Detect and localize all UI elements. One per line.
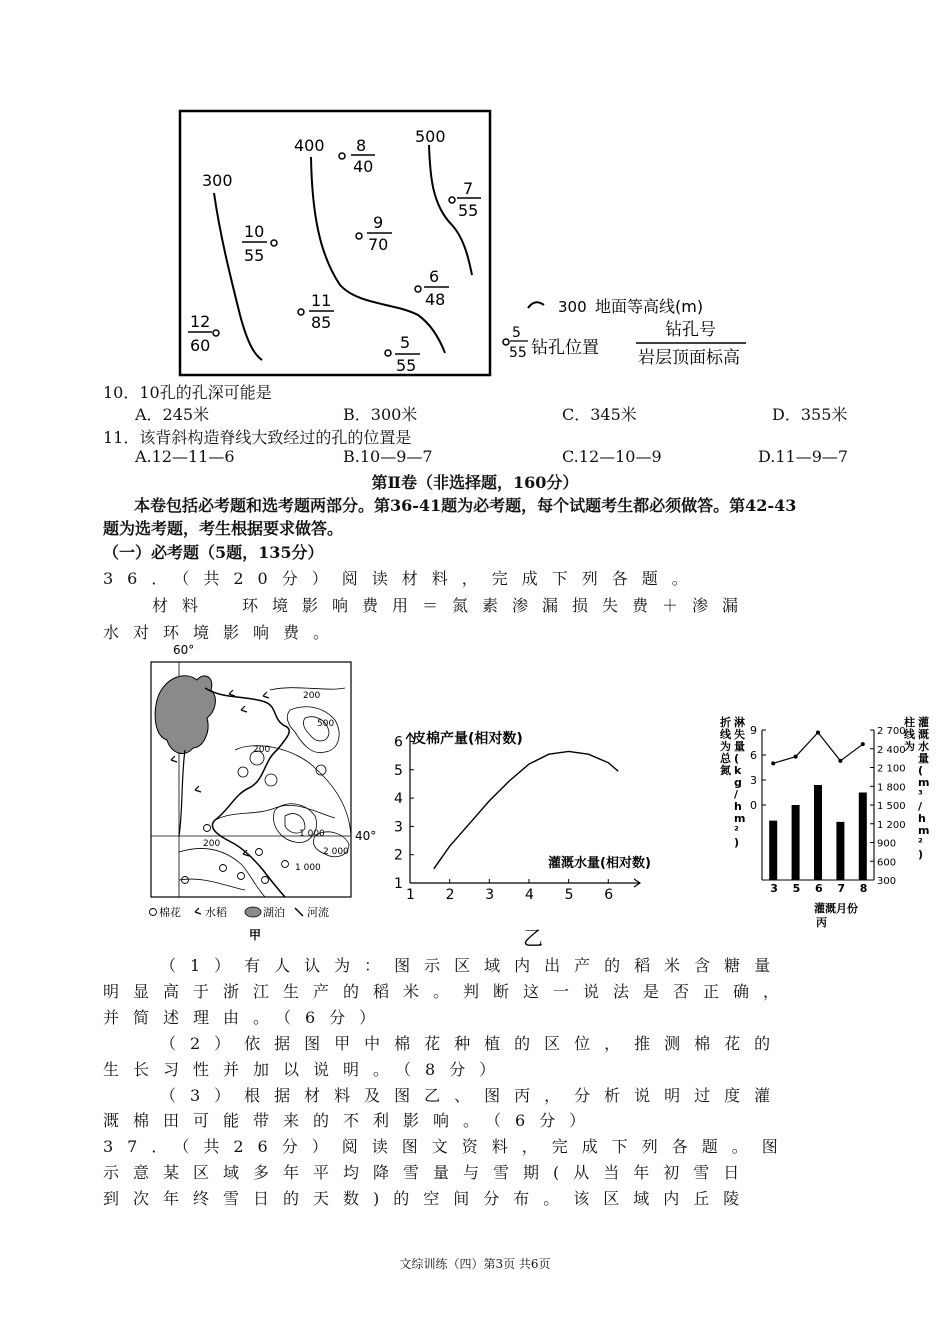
svg-text:/: / xyxy=(918,800,923,813)
yi-y-tick-label: 6 xyxy=(394,734,403,751)
svg-text:h: h xyxy=(918,812,926,825)
q11-stem: 11．该背斜构造脊线大致经过的孔的位置是 xyxy=(103,428,412,447)
q11-option-c: C.12—10—9 xyxy=(562,447,662,466)
svg-text:55: 55 xyxy=(458,201,479,220)
svg-text:9: 9 xyxy=(373,213,384,232)
q36-line1: 36．（共20分）阅读材料，完成下列各题。 xyxy=(103,569,702,588)
jia-contour-1000-b: 1 000 xyxy=(295,863,321,873)
bing-right-tick-label: 2 400 xyxy=(877,744,906,756)
borehole-6 xyxy=(415,267,449,309)
borehole-7 xyxy=(449,179,481,220)
svg-text:线: 线 xyxy=(720,728,731,741)
bing-left-axis-label xyxy=(719,715,745,849)
bing-xlabel: 灌溉月份 xyxy=(814,902,858,915)
yi-y-tick-label: 5 xyxy=(394,762,403,779)
yi-x-tick-label: 1 xyxy=(406,887,415,903)
q36-sub2-line2: 生长习性并加以说明。（8分） xyxy=(103,1060,510,1079)
svg-text:55: 55 xyxy=(509,345,527,361)
yi-x-tick-label: 2 xyxy=(445,887,455,903)
bing-x-tick-label: 5 xyxy=(792,882,801,895)
legend-cotton: 棉花 xyxy=(159,906,181,919)
bing-bar xyxy=(769,821,777,880)
bing-right-tick-label: 1 500 xyxy=(877,801,906,812)
q10-option-a: A．245米 xyxy=(135,405,210,424)
legend-bore-label: 钻孔位置 xyxy=(531,338,599,358)
svg-text:²: ² xyxy=(918,836,923,849)
svg-text:为: 为 xyxy=(904,740,915,753)
bing-x-tick-label: 7 xyxy=(837,882,846,895)
q10-option-c: C．345米 xyxy=(562,405,637,424)
page-footer: 文综训练（四）第3页 共6页 xyxy=(399,1257,551,1271)
jia-lat-40: 40° xyxy=(355,829,377,843)
bing-right-tick-label: 2 100 xyxy=(877,763,906,775)
svg-text:水: 水 xyxy=(918,740,929,753)
legend-river: 河流 xyxy=(307,906,329,919)
yi-y-tick-label: 2 xyxy=(394,847,403,864)
section2-title: 第Ⅱ卷（非选择题，160分） xyxy=(371,473,579,492)
bing-line-point xyxy=(816,731,820,735)
bing-line-point xyxy=(838,759,842,763)
svg-text:): ) xyxy=(734,836,740,849)
svg-text:为: 为 xyxy=(720,740,731,753)
q36-material-line2: 水对环境影响费。 xyxy=(103,623,344,642)
map-frame xyxy=(180,111,490,375)
svg-text:40: 40 xyxy=(353,157,374,176)
svg-text:10: 10 xyxy=(244,222,265,241)
svg-text:5: 5 xyxy=(512,325,521,341)
borehole-12 xyxy=(188,312,219,355)
yi-y-tick-label: 3 xyxy=(394,819,403,836)
svg-text:柱: 柱 xyxy=(904,716,915,729)
q36-sub1-line1: （1）有人认为：图示区域内出产的稻米含糖量 xyxy=(160,956,785,975)
bing-right-tick-label: 900 xyxy=(877,838,897,850)
svg-text:/: / xyxy=(734,788,739,801)
yi-x-tick-label: 5 xyxy=(564,887,574,903)
svg-text:55: 55 xyxy=(244,246,265,265)
bing-x-tick-label: 3 xyxy=(770,882,778,895)
q10-option-b: B．300米 xyxy=(343,405,418,424)
svg-text:²: ² xyxy=(734,824,739,837)
section2-part1: （一）必考题（5题，135分） xyxy=(103,543,324,562)
legend-lake-icon xyxy=(245,907,261,917)
q36-material-line: 材料 环境影响费用＝氮素渗漏损失费＋渗漏 xyxy=(152,596,753,615)
figure-bing-chart xyxy=(718,712,930,932)
q36-sub1-line2: 明显高于浙江生产的稻米。判断这一说法是否正确， xyxy=(103,982,794,1001)
q10-stem: 10．10孔的孔深可能是 xyxy=(103,383,272,402)
svg-text:量: 量 xyxy=(734,740,745,753)
svg-text:70: 70 xyxy=(368,235,389,254)
svg-text:11: 11 xyxy=(311,291,332,310)
map-legend xyxy=(503,297,746,368)
legend-lake: 湖泊 xyxy=(263,906,285,919)
section2-intro-line1: 本卷包括必考题和选考题两部分。第36-41题为必考题，每个试题考生都必须做答。第42-43 xyxy=(134,496,797,515)
jia-contour-1000-a: 1 000 xyxy=(299,829,325,839)
bing-line-series xyxy=(773,733,863,764)
svg-text:7: 7 xyxy=(463,179,474,198)
legend-cotton-icon xyxy=(150,909,157,916)
bing-caption: 丙 xyxy=(816,916,827,929)
q11-option-a: A.12—11—6 xyxy=(135,447,235,466)
svg-text:5: 5 xyxy=(400,333,411,352)
yi-x-tick-label: 4 xyxy=(524,887,534,903)
bing-x-tick-label: 8 xyxy=(859,882,868,895)
jia-lat-60: 60° xyxy=(173,643,195,657)
jia-contour-2000: 2 000 xyxy=(323,847,349,857)
bing-right-tick-label: 300 xyxy=(877,876,897,887)
bing-right-axis-label xyxy=(904,715,929,861)
jia-river xyxy=(205,688,289,897)
bing-bar xyxy=(836,822,844,880)
yi-caption: 乙 xyxy=(523,926,543,950)
svg-text:溉: 溉 xyxy=(918,728,929,741)
svg-text:g: g xyxy=(734,776,742,789)
svg-text:): ) xyxy=(918,848,924,861)
yi-x-tick-label: 3 xyxy=(485,887,495,903)
q36-sub2-line1: （2）依据图甲中棉花种植的区位，推测棉花的 xyxy=(160,1034,785,1053)
borehole-contour-map xyxy=(170,105,770,377)
svg-text:m: m xyxy=(918,776,930,789)
svg-text:折: 折 xyxy=(720,716,731,729)
section2-intro-line2: 题为选考题，考生根据要求做答。 xyxy=(103,519,344,538)
bing-right-tick-label: 2 700 xyxy=(877,726,906,737)
svg-text:60: 60 xyxy=(190,336,211,355)
borehole-10 xyxy=(242,222,277,265)
legend-contour-value: 300 xyxy=(558,298,587,316)
svg-text:失: 失 xyxy=(734,728,745,741)
svg-text:m: m xyxy=(734,812,746,825)
jia-contour-500: 500 xyxy=(317,719,335,729)
svg-text:48: 48 xyxy=(425,290,446,309)
bing-left-tick-label: 3 xyxy=(750,774,757,787)
svg-text:总: 总 xyxy=(720,752,731,765)
bing-bar xyxy=(792,805,800,880)
bing-right-tick-label: 1 200 xyxy=(877,819,906,831)
contour-line-300 xyxy=(214,193,265,360)
svg-text:12: 12 xyxy=(190,312,211,331)
legend-frac-bottom: 岩层顶面标高 xyxy=(638,348,740,368)
svg-text:(: ( xyxy=(734,752,740,765)
bing-line-point xyxy=(771,761,775,765)
bing-line-point xyxy=(861,742,865,746)
legend-contour-label: 地面等高线(m) xyxy=(595,297,704,316)
svg-text:h: h xyxy=(734,800,742,813)
svg-text:8: 8 xyxy=(356,136,367,155)
bing-right-tick-label: 1 800 xyxy=(877,782,906,794)
q11-option-d: D.11—9—7 xyxy=(758,447,849,466)
jia-cotton-symbols xyxy=(182,825,289,884)
svg-text:k: k xyxy=(734,764,742,777)
svg-text:(: ( xyxy=(918,764,924,777)
jia-contour-200-bottom: 200 xyxy=(203,839,221,849)
q10-option-d: D．355米 xyxy=(772,405,848,424)
svg-text:氮: 氮 xyxy=(720,764,731,777)
q37-line1: 37．（共26分）阅读图文资料，完成下列各题。图 xyxy=(103,1137,792,1156)
jia-contour-200-top: 200 xyxy=(303,691,321,701)
svg-text:6: 6 xyxy=(429,267,440,286)
borehole-5 xyxy=(385,333,420,375)
bing-bar xyxy=(859,793,867,881)
legend-rice: 水稻 xyxy=(205,906,227,919)
bing-right-tick-label: 600 xyxy=(877,857,897,869)
legend-rice-icon xyxy=(195,908,201,914)
legend-river-icon xyxy=(295,908,303,916)
contour-label-400: 400 xyxy=(294,136,325,155)
yi-y-tick-label: 4 xyxy=(394,791,403,808)
bing-bar xyxy=(814,785,822,880)
q37-line2: 示意某区域多年平均降雪量与雪期(从当年初雪日 xyxy=(103,1163,754,1182)
contour-label-500: 500 xyxy=(415,127,446,146)
svg-text:85: 85 xyxy=(311,313,332,332)
borehole-11 xyxy=(298,291,334,332)
q37-line3: 到次年终雪日的天数)的空间分布。该区域内丘陵 xyxy=(103,1189,754,1208)
q36-sub1-line3: 并简述理由。（6分） xyxy=(103,1008,390,1027)
jia-contour-200-mid: 200 xyxy=(253,745,271,755)
svg-text:55: 55 xyxy=(396,356,417,375)
q36-sub3-line1: （3）根据材料及图乙、图丙，分析说明过度灌 xyxy=(160,1086,785,1105)
q36-sub3-line2: 溉棉田可能带来的不利影响。（6分） xyxy=(103,1111,600,1130)
borehole-8 xyxy=(339,136,375,176)
yi-y-tick-label: 1 xyxy=(394,876,403,892)
yi-xlabel: 灌溉水量(相对数) xyxy=(548,856,651,871)
svg-text:线: 线 xyxy=(904,728,915,741)
jia-lake xyxy=(155,676,215,754)
svg-text:灌: 灌 xyxy=(918,716,929,729)
svg-text:³: ³ xyxy=(918,788,923,801)
jia-caption: 甲 xyxy=(249,928,262,942)
legend-frac-top: 钻孔号 xyxy=(665,320,716,340)
yi-title: 皮棉产量(相对数) xyxy=(412,731,523,747)
figure-jia-map xyxy=(145,640,385,945)
q11-option-b: B.10—9—7 xyxy=(343,447,433,466)
yi-x-tick-label: 6 xyxy=(604,887,614,903)
yi-series-line xyxy=(434,751,618,868)
figure-yi-chart xyxy=(388,715,678,950)
svg-text:m: m xyxy=(918,824,930,837)
contour-label-300: 300 xyxy=(202,171,233,190)
bing-left-tick-label: 6 xyxy=(750,749,757,762)
bing-line-point xyxy=(794,755,798,759)
svg-text:淋: 淋 xyxy=(734,716,745,729)
borehole-9 xyxy=(356,213,392,254)
bing-left-tick-label: 0 xyxy=(750,799,757,812)
svg-text:量: 量 xyxy=(918,752,929,765)
bing-x-tick-label: 6 xyxy=(815,882,823,895)
bing-left-tick-label: 9 xyxy=(750,724,757,737)
